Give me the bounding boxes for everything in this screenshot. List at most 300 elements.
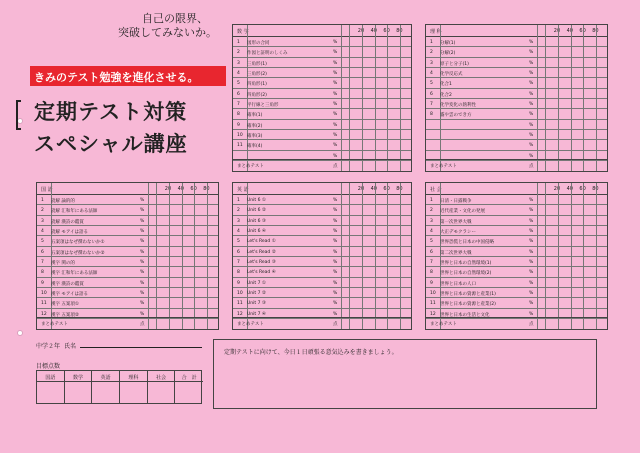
total-label: まとめテスト bbox=[237, 322, 264, 327]
row-number: 11 bbox=[237, 143, 243, 149]
row-number: 2 bbox=[430, 208, 433, 214]
row-number: 10 bbox=[41, 291, 47, 296]
table-row bbox=[233, 140, 411, 150]
table-row bbox=[37, 236, 218, 246]
percent-mark: % bbox=[333, 60, 338, 66]
percent-mark: % bbox=[333, 112, 338, 118]
scale-label: 20 bbox=[357, 28, 365, 34]
row-number: 3 bbox=[237, 60, 240, 66]
row-label: 第一次世界大戦 bbox=[440, 219, 472, 225]
row-number: 8 bbox=[237, 112, 240, 118]
scale-label: 20 bbox=[553, 186, 561, 192]
row-label: 確率(3) bbox=[247, 134, 263, 139]
row-label: Unit 7 ① bbox=[247, 280, 266, 286]
row-number: 4 bbox=[41, 229, 44, 234]
percent-mark: % bbox=[333, 133, 338, 138]
total-label: まとめテスト bbox=[430, 164, 457, 169]
table-row bbox=[233, 278, 411, 288]
percent-mark: % bbox=[333, 50, 338, 56]
goal-header: 合 計 bbox=[175, 371, 203, 382]
row-label: 読解 汇和年にある法師 bbox=[51, 209, 98, 215]
goal-score-table bbox=[36, 370, 202, 404]
percent-mark: % bbox=[529, 291, 534, 296]
table-row bbox=[426, 288, 607, 298]
table-row bbox=[37, 226, 218, 236]
row-number: 7 bbox=[237, 102, 240, 107]
table-row bbox=[233, 288, 411, 298]
table-row bbox=[426, 195, 607, 205]
row-label: Let's Read ③ bbox=[247, 260, 276, 265]
row-label: Unit 6 ① bbox=[247, 198, 266, 203]
row-label: 読解 論的的 bbox=[51, 199, 75, 204]
row-label: 漢字 関の的 bbox=[51, 261, 75, 266]
row-number: 1 bbox=[41, 198, 44, 203]
row-number: 5 bbox=[41, 239, 44, 245]
scale-label: 80 bbox=[592, 28, 599, 34]
percent-mark: % bbox=[529, 270, 534, 276]
row-label: 世界と日本の生活と文化 bbox=[440, 312, 490, 318]
table-row bbox=[426, 89, 607, 99]
percent-mark: % bbox=[529, 198, 534, 203]
row-number: 5 bbox=[237, 239, 240, 245]
percent-mark: % bbox=[529, 112, 534, 118]
catch-line-1: 自己の限界、 bbox=[142, 12, 208, 25]
scale-label: 40 bbox=[566, 186, 573, 192]
percent-mark: % bbox=[529, 239, 534, 245]
row-number: 6 bbox=[430, 249, 433, 255]
points-mark: 点 bbox=[140, 322, 145, 327]
resolution-box[interactable] bbox=[213, 339, 597, 409]
row-number: 9 bbox=[430, 280, 433, 286]
row-label: Unit 6 ② bbox=[247, 208, 266, 214]
row-label: Let's Read ④ bbox=[247, 270, 276, 276]
row-number: 8 bbox=[237, 270, 240, 276]
row-label: 化学反応式 bbox=[440, 72, 463, 77]
math-score-table bbox=[232, 24, 412, 172]
row-number: 1 bbox=[430, 198, 433, 203]
table-row bbox=[37, 288, 218, 298]
percent-mark: % bbox=[333, 71, 338, 76]
tagline-banner: きみのテスト勉強を進化させる。 bbox=[30, 66, 226, 86]
percent-mark: % bbox=[529, 311, 534, 317]
percent-mark: % bbox=[333, 239, 338, 245]
row-number: 9 bbox=[41, 280, 44, 286]
percent-mark: % bbox=[333, 229, 338, 234]
row-label: Let's Read ① bbox=[247, 239, 276, 245]
scale-label: 80 bbox=[396, 186, 403, 192]
percent-mark: % bbox=[529, 40, 534, 45]
row-number: 4 bbox=[237, 71, 240, 76]
percent-mark: % bbox=[140, 260, 145, 265]
row-number: 12 bbox=[430, 311, 436, 317]
table-row bbox=[233, 89, 411, 99]
table-row bbox=[426, 58, 607, 68]
row-number: 10 bbox=[237, 133, 243, 138]
percent-mark: % bbox=[333, 198, 338, 203]
science-score-table bbox=[425, 24, 608, 172]
table-row bbox=[233, 236, 411, 246]
row-label: 世界恐慌と日本の中国侵略 bbox=[440, 240, 494, 246]
table-header bbox=[37, 183, 218, 195]
row-number: 1 bbox=[237, 40, 240, 45]
percent-mark: % bbox=[140, 198, 145, 203]
table-row bbox=[37, 205, 218, 215]
table-row bbox=[37, 298, 218, 308]
row-number: 3 bbox=[430, 218, 433, 224]
row-number: 2 bbox=[430, 50, 433, 56]
table-row bbox=[233, 37, 411, 47]
table-row bbox=[37, 278, 218, 288]
row-label: 漢字 五案項② bbox=[51, 312, 79, 318]
row-number: 6 bbox=[41, 249, 44, 255]
total-label: まとめテスト bbox=[41, 322, 68, 327]
percent-mark: % bbox=[529, 301, 534, 307]
percent-mark: % bbox=[333, 91, 338, 97]
row-number: 4 bbox=[430, 229, 433, 234]
percent-mark: % bbox=[529, 260, 534, 265]
total-row bbox=[233, 159, 411, 171]
row-number: 9 bbox=[237, 280, 240, 286]
percent-mark: % bbox=[529, 91, 534, 97]
row-number: 8 bbox=[430, 270, 433, 276]
percent-mark: % bbox=[529, 133, 534, 138]
scale-label: 60 bbox=[579, 28, 586, 34]
table-header bbox=[233, 183, 411, 195]
percent-mark: % bbox=[333, 260, 338, 265]
percent-mark: % bbox=[140, 311, 145, 317]
grade-label: 中学２年 bbox=[36, 343, 61, 350]
table-row bbox=[37, 216, 218, 226]
table-row bbox=[426, 236, 607, 246]
row-label: 四角形(2) bbox=[247, 92, 267, 98]
goal-header: 数学 bbox=[65, 371, 93, 382]
goal-input-cell[interactable] bbox=[92, 382, 120, 403]
table-row bbox=[426, 278, 607, 288]
japanese-score-table bbox=[36, 182, 219, 330]
row-label: 漢字 モアイは語る bbox=[51, 292, 89, 297]
table-row bbox=[233, 99, 411, 109]
row-number: 11 bbox=[41, 301, 47, 307]
row-number: 7 bbox=[237, 260, 240, 265]
scale-label: 80 bbox=[396, 28, 403, 34]
total-row bbox=[426, 317, 607, 329]
goal-header: 社会 bbox=[148, 371, 176, 382]
points-mark: 点 bbox=[529, 164, 534, 169]
table-row bbox=[233, 195, 411, 205]
row-number: 8 bbox=[41, 270, 44, 276]
percent-mark: % bbox=[529, 143, 534, 149]
table-row bbox=[426, 298, 607, 308]
percent-mark: % bbox=[333, 153, 338, 159]
table-header bbox=[233, 25, 411, 37]
table-row bbox=[233, 257, 411, 267]
table-row bbox=[426, 47, 607, 57]
title-line-2: スペシャル講座 bbox=[34, 132, 188, 156]
table-row bbox=[37, 257, 218, 267]
table-row bbox=[233, 120, 411, 130]
table-row bbox=[426, 37, 607, 47]
points-mark: 点 bbox=[333, 322, 338, 327]
table-row bbox=[233, 267, 411, 277]
subject-label: 国 語 bbox=[41, 187, 53, 193]
row-label: 第二次世界大戦 bbox=[440, 250, 472, 256]
table-row bbox=[426, 247, 607, 257]
percent-mark: % bbox=[140, 229, 145, 234]
percent-mark: % bbox=[529, 153, 534, 159]
goal-input-cell[interactable] bbox=[65, 382, 93, 403]
total-row bbox=[233, 317, 411, 329]
row-number: 6 bbox=[237, 91, 240, 97]
percent-mark: % bbox=[140, 249, 145, 255]
name-write-line[interactable] bbox=[80, 347, 202, 348]
percent-mark: % bbox=[529, 280, 534, 286]
row-label: 世界と日本の資源と産業(2) bbox=[440, 302, 496, 308]
row-number: 5 bbox=[430, 81, 433, 87]
percent-mark: % bbox=[140, 239, 145, 245]
row-number: 6 bbox=[430, 91, 433, 97]
percent-mark: % bbox=[529, 208, 534, 214]
row-label: 日清・日露戦争 bbox=[440, 199, 472, 204]
table-row bbox=[426, 78, 607, 88]
row-label: Unit 6 ③ bbox=[247, 218, 266, 224]
row-label: Let's Read ② bbox=[247, 249, 276, 255]
goal-header: 理科 bbox=[120, 371, 148, 382]
scale-label: 60 bbox=[383, 186, 390, 192]
goal-input-cell[interactable] bbox=[175, 382, 203, 403]
row-number: 1 bbox=[430, 40, 433, 45]
row-number: 4 bbox=[237, 229, 240, 234]
table-row bbox=[426, 226, 607, 236]
table-row bbox=[233, 58, 411, 68]
percent-mark: % bbox=[140, 280, 145, 286]
punch-hole bbox=[17, 330, 23, 336]
scale-label: 20 bbox=[357, 186, 365, 192]
row-label: 図形の合同 bbox=[247, 41, 270, 46]
goal-score-title: 目標点数 bbox=[36, 363, 61, 370]
scale-label: 20 bbox=[164, 186, 172, 192]
social-score-table bbox=[425, 182, 608, 330]
row-number: 2 bbox=[237, 50, 240, 56]
row-label: 霧や雲のでき方 bbox=[440, 113, 472, 119]
scale-label: 80 bbox=[592, 186, 599, 192]
table-row bbox=[233, 47, 411, 57]
goal-input-cell[interactable] bbox=[37, 382, 65, 403]
row-label: 漢字 汇和年にある法師 bbox=[51, 271, 98, 277]
row-label: 世界と日本の自然環境(2) bbox=[440, 271, 492, 277]
row-label: 読解 モアイは語る bbox=[51, 230, 89, 235]
scale-label: 40 bbox=[370, 28, 377, 34]
scale-label: 60 bbox=[383, 28, 390, 34]
table-row bbox=[426, 257, 607, 267]
row-label: 原子と分子(1) bbox=[440, 61, 469, 67]
row-label: 化合2 bbox=[440, 92, 452, 98]
scale-label: 60 bbox=[579, 186, 586, 192]
row-label: 五案項はなぜ撰わないか② bbox=[51, 250, 105, 256]
table-row bbox=[233, 216, 411, 226]
goal-input-cell[interactable] bbox=[148, 382, 176, 403]
row-label: 四角形(1) bbox=[247, 82, 267, 88]
table-header bbox=[426, 183, 607, 195]
points-mark: 点 bbox=[529, 322, 534, 327]
percent-mark: % bbox=[529, 81, 534, 87]
row-number: 10 bbox=[430, 291, 436, 296]
goal-header: 英語 bbox=[92, 371, 120, 382]
table-row bbox=[233, 109, 411, 119]
row-number: 3 bbox=[237, 218, 240, 224]
table-row bbox=[426, 109, 607, 119]
row-number: 10 bbox=[237, 291, 243, 296]
table-row bbox=[233, 78, 411, 88]
subject-label: 社 会 bbox=[430, 187, 442, 193]
table-row bbox=[233, 298, 411, 308]
percent-mark: % bbox=[529, 60, 534, 66]
row-label: 世界と日本の資源と産業(1) bbox=[440, 292, 496, 297]
table-row bbox=[37, 247, 218, 257]
percent-mark: % bbox=[529, 249, 534, 255]
table-row bbox=[426, 216, 607, 226]
subject-label: 理 科 bbox=[430, 29, 442, 35]
percent-mark: % bbox=[333, 249, 338, 255]
scale-label: 40 bbox=[370, 186, 377, 192]
scale-label: 40 bbox=[177, 186, 184, 192]
percent-mark: % bbox=[333, 81, 338, 87]
table-row bbox=[233, 130, 411, 140]
table-row bbox=[233, 205, 411, 215]
table-row bbox=[426, 120, 607, 130]
row-label: 確率(2) bbox=[247, 123, 263, 129]
percent-mark: % bbox=[529, 102, 534, 107]
total-label: まとめテスト bbox=[237, 164, 264, 169]
row-number: 7 bbox=[430, 260, 433, 265]
row-label: 世界と日本の自然環境(1) bbox=[440, 261, 492, 266]
row-number: 5 bbox=[237, 81, 240, 87]
row-label: 五案項はなぜ撰わないか① bbox=[51, 240, 105, 246]
percent-mark: % bbox=[333, 122, 338, 128]
table-row bbox=[426, 68, 607, 78]
scale-label: 40 bbox=[566, 28, 573, 34]
row-number: 3 bbox=[430, 60, 433, 66]
row-label: 化学変化の熱利性 bbox=[440, 103, 476, 108]
percent-mark: % bbox=[140, 270, 145, 276]
percent-mark: % bbox=[529, 71, 534, 76]
percent-mark: % bbox=[140, 291, 145, 296]
row-label: Unit 7 ② bbox=[247, 291, 266, 296]
percent-mark: % bbox=[333, 143, 338, 149]
row-number: 2 bbox=[237, 208, 240, 214]
row-label: 確率(4) bbox=[247, 144, 263, 150]
row-label: 漢字 漢詩の鑑賞 bbox=[51, 281, 84, 287]
table-row bbox=[426, 130, 607, 140]
row-label: Unit 7 ④ bbox=[247, 311, 266, 317]
table-row bbox=[233, 247, 411, 257]
row-number: 3 bbox=[41, 218, 44, 224]
row-label: 分解(1) bbox=[440, 41, 456, 46]
percent-mark: % bbox=[333, 208, 338, 214]
row-number: 6 bbox=[237, 249, 240, 255]
percent-mark: % bbox=[140, 218, 145, 224]
table-header bbox=[426, 25, 607, 37]
row-label: 近代産業・文化の発展 bbox=[440, 209, 485, 215]
row-number: 5 bbox=[430, 239, 433, 245]
table-row bbox=[426, 267, 607, 277]
scale-label: 20 bbox=[553, 28, 561, 34]
scale-label: 60 bbox=[190, 186, 197, 192]
percent-mark: % bbox=[529, 229, 534, 234]
row-label: 確率(1) bbox=[247, 113, 263, 119]
row-label: Unit 6 ④ bbox=[247, 229, 266, 234]
subject-label: 数 学 bbox=[237, 29, 249, 35]
percent-mark: % bbox=[140, 301, 145, 307]
total-row bbox=[37, 317, 218, 329]
row-label: 作図と証明のしくみ bbox=[247, 51, 288, 57]
row-label: Unit 7 ③ bbox=[247, 301, 266, 307]
points-mark: 点 bbox=[333, 164, 338, 169]
total-row bbox=[426, 159, 607, 171]
table-row bbox=[37, 195, 218, 205]
total-label: まとめテスト bbox=[430, 322, 457, 327]
resolution-prompt: 定期テストに向けて、今日１日頑張る意気込みを書きましょう。 bbox=[224, 349, 398, 356]
row-label: 漢字 五案項① bbox=[51, 302, 79, 308]
row-number: 7 bbox=[430, 102, 433, 107]
row-label: 三角形(1) bbox=[247, 61, 267, 67]
title-bracket bbox=[16, 100, 21, 130]
row-number: 2 bbox=[41, 208, 44, 214]
table-row bbox=[426, 205, 607, 215]
row-number: 9 bbox=[237, 122, 240, 128]
percent-mark: % bbox=[333, 270, 338, 276]
percent-mark: % bbox=[529, 122, 534, 128]
percent-mark: % bbox=[333, 301, 338, 307]
row-number: 1 bbox=[237, 198, 240, 203]
percent-mark: % bbox=[333, 291, 338, 296]
row-label: 分解(2) bbox=[440, 51, 456, 57]
row-label: 読解 漢詩の鑑賞 bbox=[51, 219, 84, 225]
table-row bbox=[426, 99, 607, 109]
percent-mark: % bbox=[333, 102, 338, 107]
row-number: 12 bbox=[41, 311, 47, 317]
scale-label: 80 bbox=[203, 186, 210, 192]
row-label: 三角形(2) bbox=[247, 72, 267, 77]
goal-header: 国語 bbox=[37, 371, 65, 382]
row-number: 11 bbox=[430, 301, 436, 307]
row-label: 世界と日本の人口 bbox=[440, 281, 476, 287]
percent-mark: % bbox=[140, 208, 145, 214]
table-row bbox=[37, 267, 218, 277]
catch-line-2: 突破してみないか。 bbox=[118, 26, 217, 39]
row-number: 12 bbox=[237, 311, 243, 317]
title-line-1: 定期テスト対策 bbox=[34, 100, 188, 124]
row-label: 大正デモクラシー bbox=[440, 230, 476, 235]
row-number: 11 bbox=[237, 301, 243, 307]
table-row bbox=[233, 68, 411, 78]
percent-mark: % bbox=[333, 311, 338, 317]
percent-mark: % bbox=[529, 218, 534, 224]
percent-mark: % bbox=[333, 40, 338, 45]
table-row bbox=[233, 226, 411, 236]
percent-mark: % bbox=[529, 50, 534, 56]
row-number: 4 bbox=[430, 71, 433, 76]
row-label: 化合1 bbox=[440, 82, 452, 88]
row-number: 7 bbox=[41, 260, 44, 265]
goal-input-cell[interactable] bbox=[120, 382, 148, 403]
percent-mark: % bbox=[333, 218, 338, 224]
percent-mark: % bbox=[333, 280, 338, 286]
table-row bbox=[426, 140, 607, 150]
row-number: 8 bbox=[430, 112, 433, 118]
name-label: 氏名 bbox=[64, 343, 77, 350]
subject-label: 英 語 bbox=[237, 187, 249, 193]
english-score-table bbox=[232, 182, 412, 330]
